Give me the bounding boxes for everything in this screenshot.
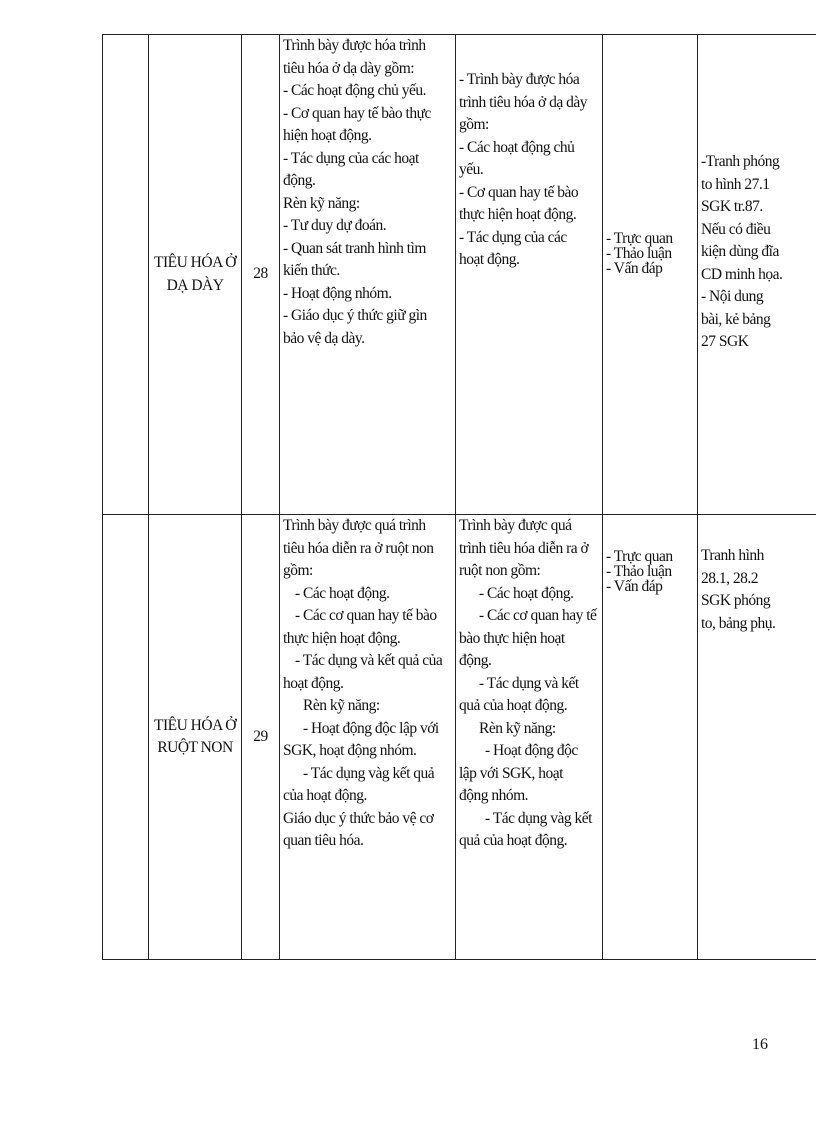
objective-line: SGK, hoạt động nhóm. (283, 742, 417, 759)
material-line: 27 SGK (701, 333, 749, 350)
content-line: - Các hoạt động chủ (459, 138, 575, 156)
lesson-number-cell: 29 (242, 515, 280, 960)
content-line: động nhóm. (459, 787, 529, 804)
lesson-title-line: TIÊU HÓA Ở (154, 254, 236, 271)
objective-line: Rèn kỹ năng: (303, 697, 380, 714)
content-line: - Các cơ quan hay tế (479, 607, 597, 624)
content-line: - Tác dụng vàg kết (485, 809, 592, 827)
objective-line: hoạt động. (283, 674, 344, 692)
objective-line: - Tác dụng vàg kết quả (303, 764, 435, 782)
material-line: -Tranh phóng (701, 153, 780, 170)
page-number: 16 (752, 1036, 768, 1053)
content-line: - Các hoạt động. (479, 584, 574, 602)
lesson-title-line: RUỘT NON (157, 739, 233, 756)
content-line: bào thực hiện hoạt (459, 629, 565, 647)
method-line: - Thảo luận (606, 563, 672, 580)
objective-line: - Giáo dục ý thức giữ gìn (283, 307, 427, 324)
material-line: Nếu có điều (701, 220, 771, 238)
objective-line: tiêu hóa diễn ra ở ruột non (283, 539, 434, 557)
content-line: lập với SGK, hoạt (459, 764, 563, 782)
objective-line: Trình bày được quá trình (283, 517, 426, 534)
materials-cell (698, 35, 816, 515)
content-line: gồm: (459, 116, 489, 133)
material-line: SGK tr.87. (701, 198, 763, 215)
material-line: - Nội dung (701, 288, 764, 305)
content-line: trình tiêu hóa diễn ra ở (459, 539, 589, 557)
method-line: - Thảo luận (606, 245, 672, 262)
method-line: - Vấn đáp (606, 578, 663, 595)
objective-line: - Các hoạt động. (295, 584, 390, 602)
objective-line: - Quan sát tranh hình tìm (283, 239, 426, 257)
objective-line: - Hoạt động độc lập với (303, 719, 439, 737)
objective-line: gồm: (283, 562, 313, 579)
objective-line: - Tác dụng và kết quả của (295, 652, 443, 669)
table-row-lesson-28 (103, 35, 816, 515)
lesson-title-cell (149, 35, 242, 515)
objective-line: - Hoạt động nhóm. (283, 284, 392, 302)
material-line: SGK phóng (701, 592, 771, 609)
content-line: quả của hoạt động. (459, 832, 568, 849)
lesson-number-cell: 28 (242, 35, 280, 515)
content-line: Trình bày được quá (459, 517, 572, 534)
objective-line: động. (283, 172, 316, 189)
objective-line: kiến thức. (283, 262, 340, 279)
objective-line: Rèn kỹ năng: (283, 194, 360, 212)
material-line: 28.1, 28.2 (701, 569, 758, 587)
content-line: quả của hoạt động. (459, 697, 568, 714)
material-line: Tranh hình (701, 547, 764, 564)
objective-line: - Cơ quan hay tế bào thực (283, 104, 431, 122)
objective-line: tiêu hóa ở dạ dày gồm: (283, 59, 415, 77)
objective-line: - Các hoạt động chủ yếu. (283, 82, 426, 99)
blank-cell (103, 35, 149, 515)
method-line: - Trực quan (606, 548, 673, 565)
content-line: thực hiện hoạt động. (459, 206, 577, 223)
objective-line: thực hiện hoạt động. (283, 629, 401, 647)
content-line: - Cơ quan hay tế bào (459, 183, 579, 201)
objective-line: - Tư duy dự đoán. (283, 217, 387, 234)
objective-line: Giáo dục ý thức bảo vệ cơ (283, 809, 434, 827)
content-cell (456, 35, 603, 515)
objective-line: - Các cơ quan hay tế bào (295, 607, 437, 624)
objective-line: của hoạt động. (283, 787, 367, 804)
objectives-cell (280, 35, 456, 515)
objective-line: Trình bày được hóa trình (283, 37, 426, 54)
content-line: trình tiêu hóa ở dạ dày (459, 93, 587, 111)
objectives-cell (280, 515, 456, 960)
lesson-title-line: TIÊU HÓA Ở (154, 716, 236, 734)
objective-line: bảo vệ dạ dày. (283, 329, 365, 347)
content-line: yếu. (459, 161, 484, 178)
material-line: bài, kẻ bảng (701, 310, 771, 328)
methods-cell (603, 35, 698, 515)
content-line: Rèn kỹ năng: (479, 719, 556, 737)
blank-cell (103, 515, 149, 960)
table-row-lesson-29 (103, 515, 816, 960)
material-line: CD minh họa. (701, 265, 783, 283)
method-line: - Vấn đáp (606, 260, 663, 277)
content-line: - Tác dụng và kết (479, 674, 579, 692)
objective-line: hiện hoạt động. (283, 127, 372, 144)
content-line: - Trình bày được hóa (459, 71, 580, 88)
material-line: to hình 27.1 (701, 175, 770, 193)
content-line: ruột non gồm: (459, 562, 541, 579)
objective-line: - Tác dụng của các hoạt (283, 149, 419, 167)
content-line: - Hoạt động độc (485, 742, 578, 759)
method-line: - Trực quan (606, 230, 673, 247)
methods-cell (603, 515, 698, 960)
lesson-plan-table (102, 34, 816, 960)
content-line: - Tác dụng của các (459, 228, 567, 246)
objective-line: quan tiêu hóa. (283, 832, 364, 849)
content-line: động. (459, 652, 492, 669)
material-line: kiện dùng đĩa (701, 243, 779, 260)
material-line: to, bảng phụ. (701, 614, 776, 632)
lesson-title-cell (149, 515, 242, 960)
content-cell (456, 515, 603, 960)
lesson-title-line: DẠ DÀY (166, 276, 224, 294)
materials-cell (698, 515, 816, 960)
content-line: hoạt động. (459, 251, 520, 268)
